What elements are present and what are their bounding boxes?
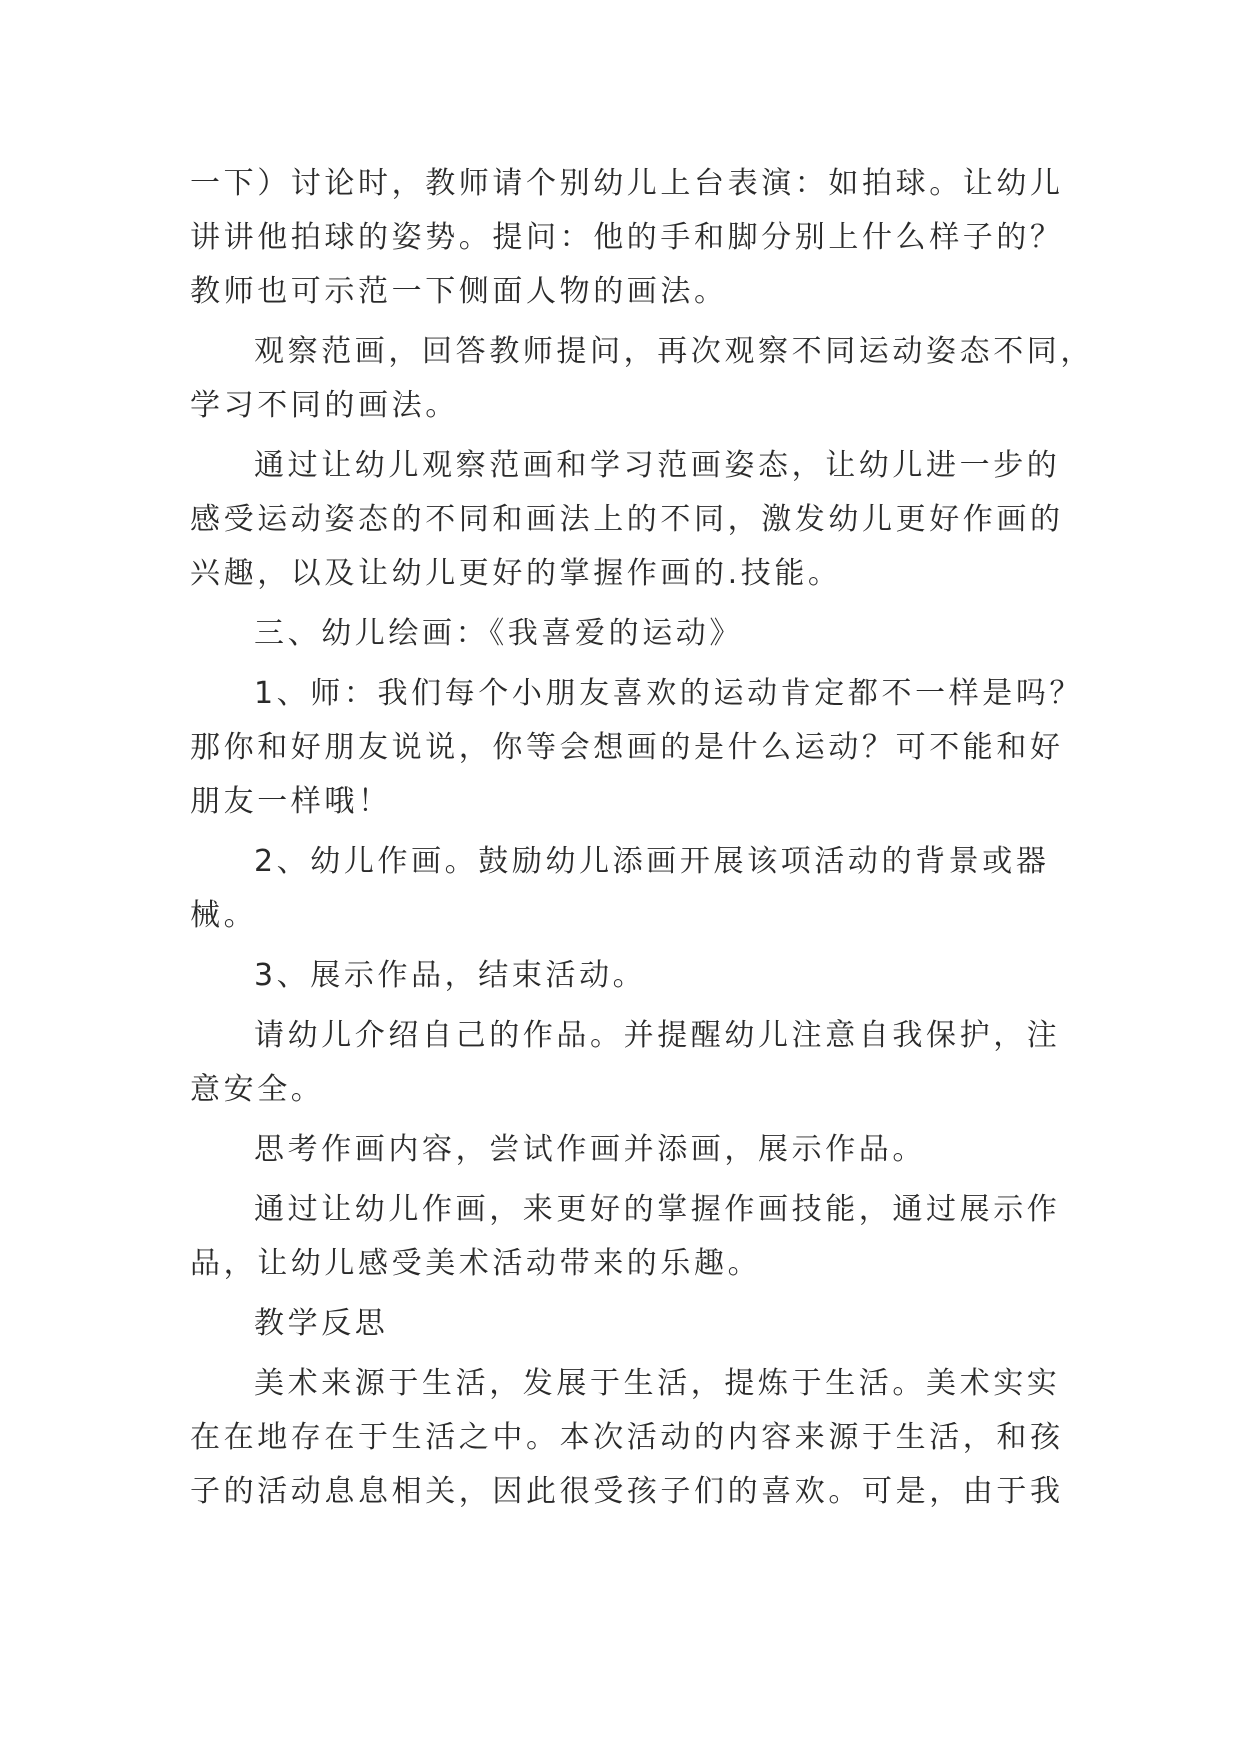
- text-line: 朋友一样哦！: [190, 784, 392, 819]
- text-line: 讲讲他拍球的姿势。提问：他的手和脚分别上什么样子的？: [190, 220, 1064, 255]
- text-line: 那你和好朋友说说，你等会想画的是什么运动？可不能和好: [190, 730, 1064, 765]
- text-line: 1、师：我们每个小朋友喜欢的运动肯定都不一样是吗？: [254, 676, 1084, 711]
- text-line: 一下）讨论时，教师请个别幼儿上台表演：如拍球。让幼儿: [190, 166, 1064, 201]
- text-line: 请幼儿介绍自己的作品。并提醒幼儿注意自我保护，注: [254, 1018, 1061, 1053]
- text-line: 意安全。: [190, 1072, 325, 1107]
- text-line: 3、展示作品，结束活动。: [254, 958, 647, 993]
- text-line: 三、幼儿绘画：《我喜爱的运动》: [254, 616, 743, 651]
- text-line: 兴趣，以及让幼儿更好的掌握作画的.技能。: [190, 556, 842, 591]
- text-line: 教师也可示范一下侧面人物的画法。: [190, 274, 728, 309]
- text-line: 在在地存在于生活之中。本次活动的内容来源于生活，和孩: [190, 1420, 1064, 1455]
- text-line: 观察范画，回答教师提问，再次观察不同运动姿态不同，: [254, 334, 1094, 369]
- document-body: [190, 158, 1094, 1509]
- section-heading: 教学反思: [254, 1306, 389, 1341]
- text-line: 思考作画内容，尝试作画并添画，展示作品。: [254, 1132, 926, 1167]
- text-line: 通过让幼儿作画，来更好的掌握作画技能，通过展示作: [254, 1192, 1061, 1227]
- text-line: 品，让幼儿感受美术活动带来的乐趣。: [190, 1246, 762, 1281]
- text-line: 械。: [190, 898, 258, 933]
- text-line: 感受运动姿态的不同和画法上的不同，激发幼儿更好作画的: [190, 502, 1064, 537]
- text-line: 通过让幼儿观察范画和学习范画姿态，让幼儿进一步的: [254, 448, 1061, 483]
- text-line: 美术来源于生活，发展于生活，提炼于生活。美术实实: [254, 1366, 1061, 1401]
- text-line: 学习不同的画法。: [190, 388, 459, 423]
- text-line: 子的活动息息相关，因此很受孩子们的喜欢。可是，由于我: [190, 1474, 1064, 1509]
- text-line: 2、幼儿作画。鼓励幼儿添画开展该项活动的背景或器: [254, 844, 1050, 879]
